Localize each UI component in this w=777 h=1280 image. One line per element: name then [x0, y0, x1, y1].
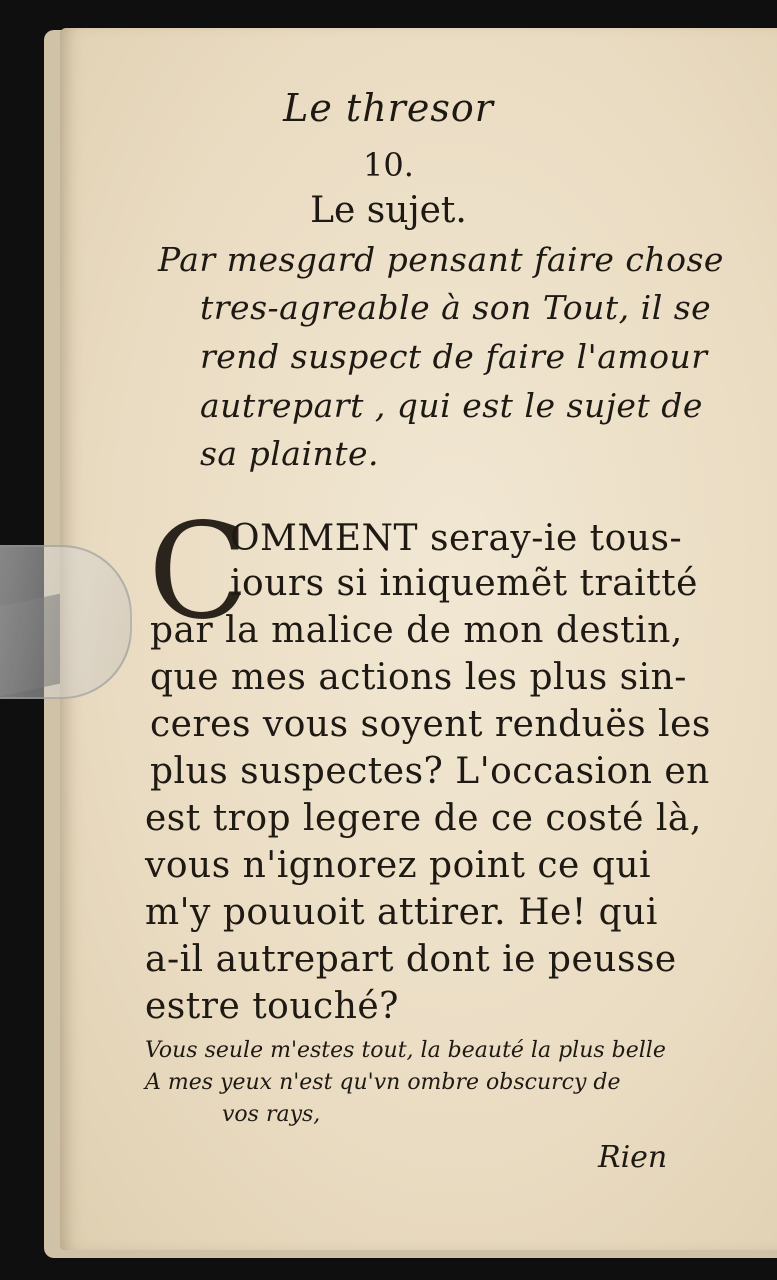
- body-line: iours si iniquemẽt traitté: [230, 563, 698, 604]
- argument-line: autrepart , qui est le sujet de: [200, 386, 703, 425]
- body-line: vous n'ignorez point ce qui: [145, 845, 652, 886]
- section-heading: Le sujet.: [310, 190, 467, 231]
- body-line: est trop legere de ce costé là,: [145, 798, 702, 839]
- argument-line: rend suspect de faire l'amour: [200, 337, 708, 376]
- body-line: estre touché?: [145, 986, 399, 1027]
- drop-cap: C: [148, 495, 249, 649]
- catchword: Rien: [598, 1140, 668, 1175]
- argument-line: sa plainte.: [200, 434, 380, 473]
- body-line: par la malice de mon destin,: [150, 610, 683, 651]
- body-line: a-il autrepart dont ie peusse: [145, 939, 677, 980]
- body-line: OMMENT seray-ie tous-: [230, 518, 683, 559]
- argument-line: Par mesgard pensant faire chose: [158, 240, 724, 279]
- argument-line: tres-agreable à son Tout, il se: [200, 288, 712, 327]
- verse-line: Vous seule m'estes tout, la beauté la plus belle: [145, 1038, 666, 1063]
- body-line: ceres vous soyent renduës les: [150, 704, 711, 745]
- running-title: Le thresor: [283, 86, 494, 130]
- verse-line: vos rays,: [222, 1102, 321, 1127]
- section-number: 10.: [363, 146, 414, 184]
- page-tab-clip: [0, 545, 132, 699]
- verse-line: A mes yeux n'est qu'vn ombre obscurcy de: [145, 1070, 621, 1095]
- body-line: que mes actions les plus sin-: [150, 657, 687, 698]
- body-line: plus suspectes? L'occasion en: [150, 751, 710, 792]
- body-line: m'y pouuoit attirer. He! qui: [145, 892, 658, 933]
